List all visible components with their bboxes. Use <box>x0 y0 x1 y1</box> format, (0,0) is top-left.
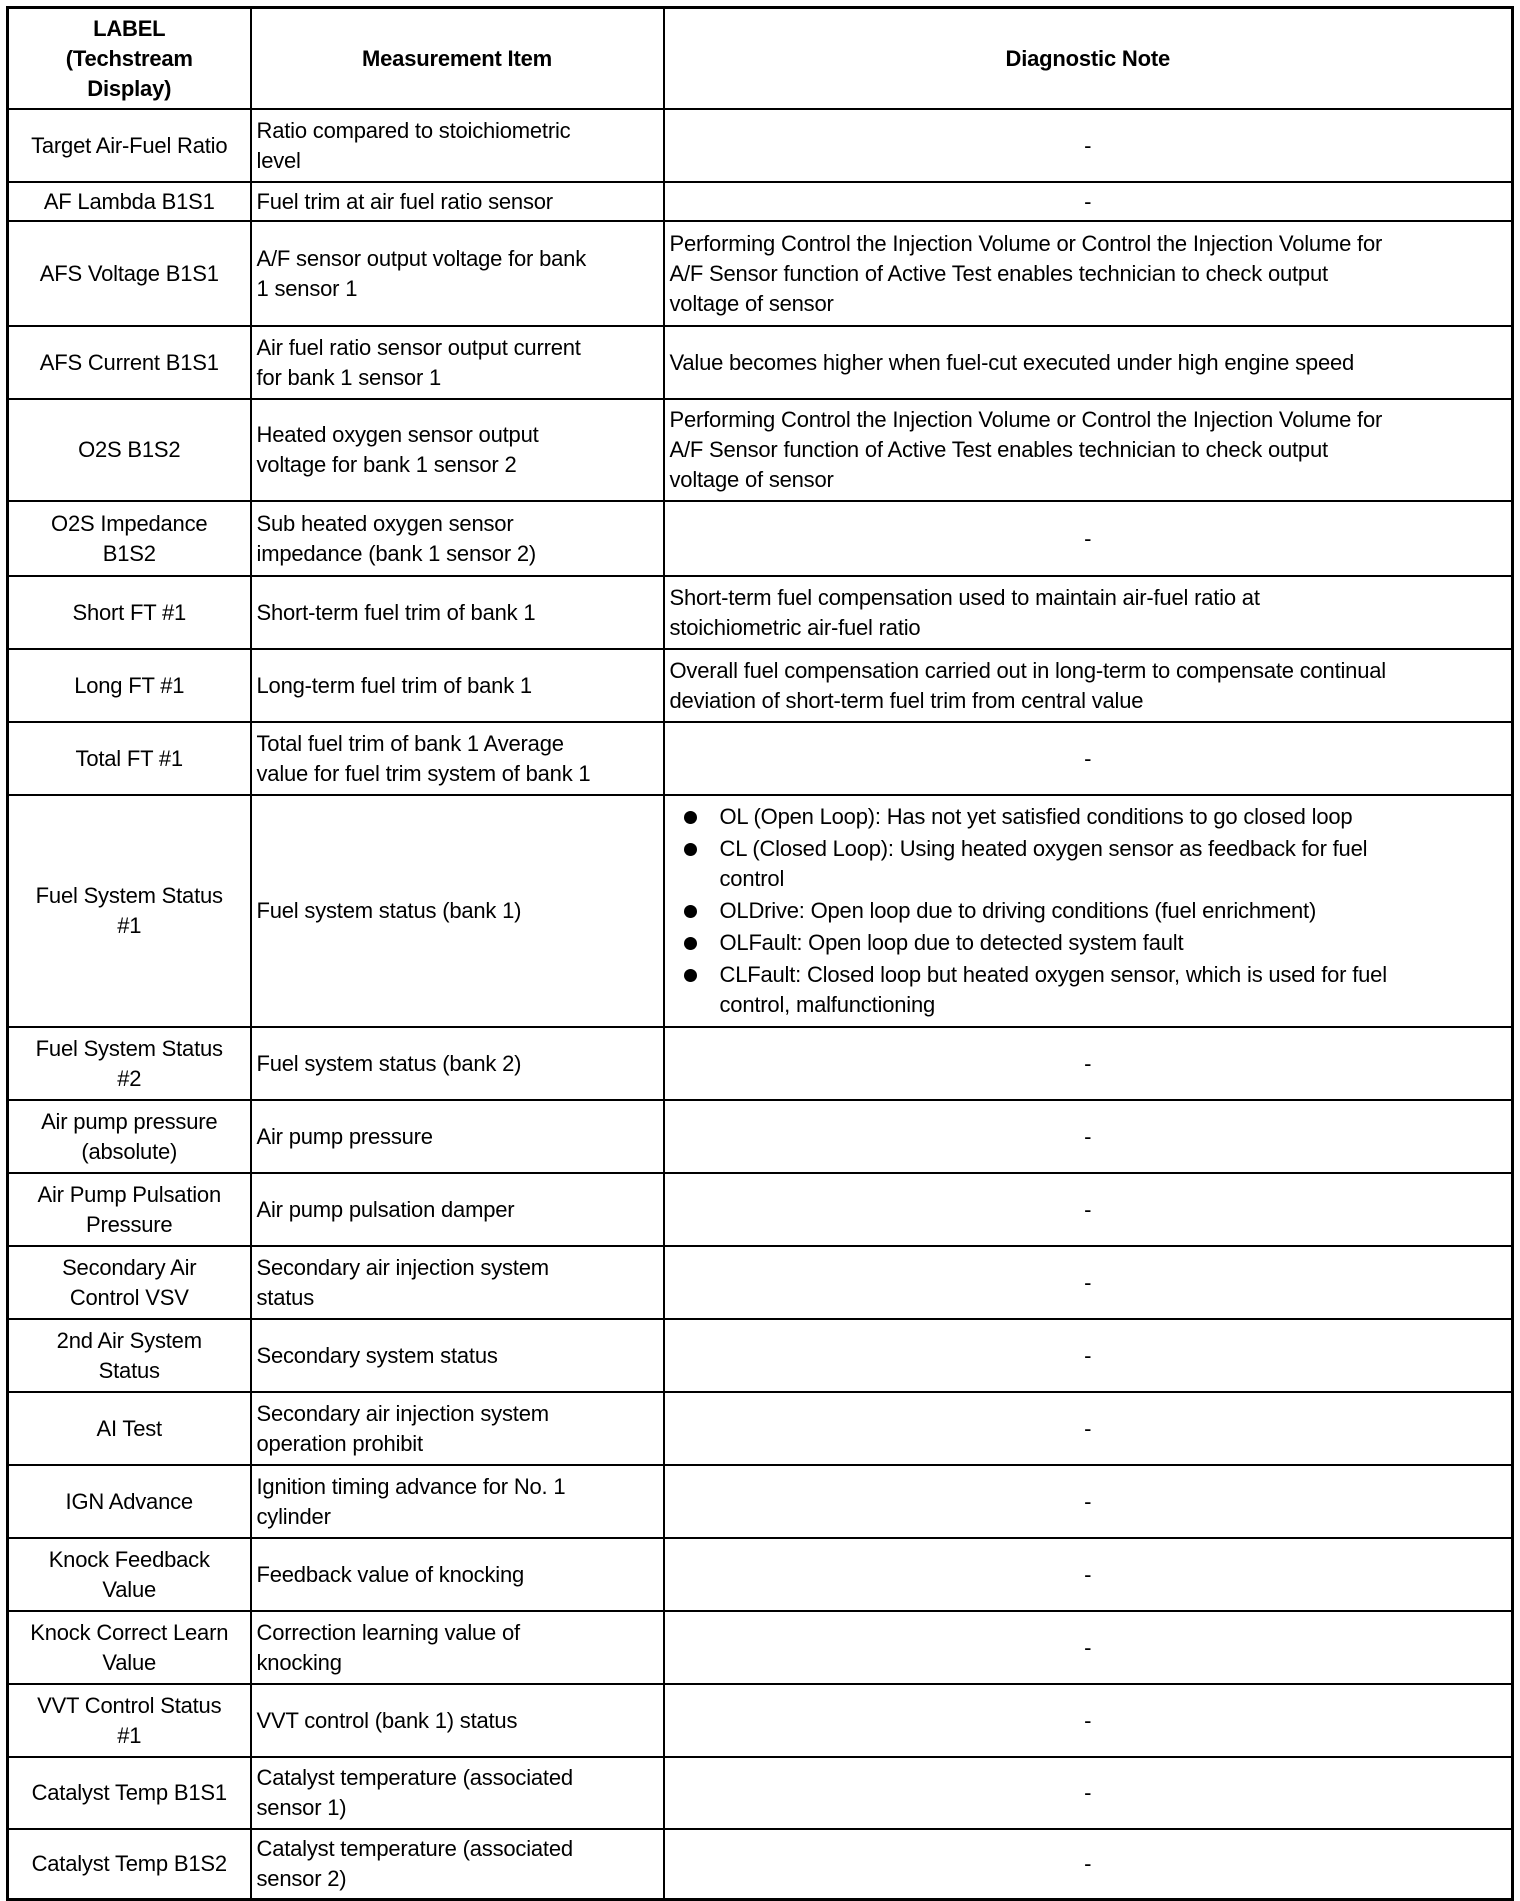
text-line: - <box>1084 745 1092 771</box>
diagnostic-note-cell <box>664 1757 1513 1829</box>
text-line: OL (Open Loop): Has not yet satisfied conditions to go closed loop <box>719 804 1353 829</box>
text-line: - <box>1084 1415 1092 1441</box>
text-line: Control VSV <box>69 1284 189 1310</box>
measurement-item-cell <box>251 501 664 576</box>
text-line: Short-term fuel compensation used to maintain air-fuel ratio at <box>669 584 1260 610</box>
diagnostic-note-cell <box>664 1100 1513 1173</box>
measurement-item-cell <box>251 1538 664 1611</box>
diagnostic-note-cell <box>664 182 1513 221</box>
text-line: 2nd Air System <box>56 1327 202 1353</box>
text-line: cylinder <box>256 1503 331 1529</box>
text-line: control <box>719 866 785 891</box>
text-line: Long-term fuel trim of bank 1 <box>256 672 532 698</box>
text-line: (absolute) <box>81 1138 178 1164</box>
measurement-item-cell <box>251 109 664 182</box>
diagnostic-note-cell <box>664 576 1513 649</box>
data-list-table <box>6 6 1514 1901</box>
text-line: A/F Sensor function of Active Test enables technician to check output <box>669 437 1328 462</box>
bullet-icon <box>684 843 697 856</box>
label-cell <box>8 109 251 182</box>
bullet-icon <box>684 937 697 950</box>
measurement-item-cell <box>251 1100 664 1173</box>
diagnostic-note-cell <box>664 1392 1513 1465</box>
status-list <box>670 802 1507 1020</box>
text-line: VVT Control Status <box>37 1692 222 1718</box>
text-line: B1S2 <box>102 540 156 566</box>
text-line: OLDrive: Open loop due to driving conditions (fuel enrichment) <box>719 898 1317 923</box>
measurement-item-cell <box>251 1684 664 1757</box>
text-line: operation prohibit <box>256 1430 423 1456</box>
text-line: Total fuel trim of bank 1 Average <box>256 730 564 756</box>
text-line: Long FT #1 <box>74 672 185 698</box>
measurement-item-cell <box>251 795 664 1027</box>
label-cell <box>8 1246 251 1319</box>
text-line: - <box>1084 1780 1092 1805</box>
text-line: Display) <box>87 75 172 101</box>
text-line: - <box>1084 1488 1092 1514</box>
text-line: Catalyst temperature (associated <box>256 1835 573 1861</box>
text-line: Fuel trim at air fuel ratio sensor <box>256 188 553 214</box>
table-row <box>8 109 1513 182</box>
table-row <box>8 576 1513 649</box>
text-line: (Techstream <box>65 45 193 71</box>
table-row <box>8 649 1513 722</box>
text-line: Pressure <box>86 1211 173 1237</box>
text-line: Catalyst Temp B1S1 <box>31 1780 227 1805</box>
text-line: - <box>1084 1561 1092 1587</box>
diagnostic-note-cell <box>664 649 1513 722</box>
text-line: Diagnostic Note <box>1005 45 1170 71</box>
label-cell <box>8 1173 251 1246</box>
text-line: - <box>1084 1342 1092 1368</box>
text-line: - <box>1084 1269 1092 1295</box>
text-line: voltage of sensor <box>669 467 834 492</box>
text-line: Air pump pressure <box>256 1123 433 1149</box>
text-line: Measurement Item <box>362 45 552 71</box>
text-line: Fuel system status (bank 1) <box>256 898 522 923</box>
header-diagnostic-note <box>664 8 1513 110</box>
list-item <box>670 834 1507 894</box>
text-line: Overall fuel compensation carried out in long-term to compensate continual <box>669 657 1386 683</box>
list-item <box>670 896 1507 926</box>
text-line: Heated oxygen sensor output <box>256 422 539 447</box>
table-row <box>8 399 1513 501</box>
text-line: #1 <box>117 1722 142 1748</box>
text-line: level <box>256 147 301 173</box>
text-line: #1 <box>117 913 142 938</box>
text-line: Performing Control the Injection Volume or Control the Injection Volume for <box>669 230 1383 256</box>
measurement-item-cell <box>251 1611 664 1684</box>
text-line: Air fuel ratio sensor output current <box>256 334 581 360</box>
label-cell <box>8 1684 251 1757</box>
text-line: Fuel System Status <box>35 1035 223 1061</box>
text-line: AF Lambda B1S1 <box>43 188 215 214</box>
bullet-icon <box>684 969 697 982</box>
measurement-item-cell <box>251 1173 664 1246</box>
text-line: Total FT #1 <box>75 745 183 771</box>
text-line: Secondary system status <box>256 1342 498 1368</box>
label-cell <box>8 1319 251 1392</box>
measurement-item-cell <box>251 1829 664 1899</box>
text-line: Air pump pulsation damper <box>256 1196 515 1222</box>
measurement-item-cell <box>251 1392 664 1465</box>
text-line: A/F sensor output voltage for bank <box>256 245 587 271</box>
text-line: - <box>1084 1707 1092 1733</box>
text-line: - <box>1084 1050 1092 1076</box>
text-line: Short FT #1 <box>72 599 187 625</box>
label-cell <box>8 1538 251 1611</box>
text-line: stoichiometric air-fuel ratio <box>669 614 921 640</box>
text-line: - <box>1084 525 1092 551</box>
diagnostic-note-cell <box>664 221 1513 326</box>
diagnostic-note-cell <box>664 1829 1513 1899</box>
text-line: Catalyst temperature (associated <box>256 1765 573 1790</box>
text-line: - <box>1084 1850 1092 1876</box>
text-line: - <box>1084 132 1092 158</box>
table-row <box>8 221 1513 326</box>
text-line: Knock Feedback <box>48 1546 210 1572</box>
text-line: voltage for bank 1 sensor 2 <box>256 452 517 477</box>
text-line: status <box>256 1284 314 1310</box>
text-line: Correction learning value of <box>256 1619 520 1645</box>
measurement-item-cell <box>251 1319 664 1392</box>
table-row <box>8 1100 1513 1173</box>
table-row <box>8 1684 1513 1757</box>
text-line: Target Air-Fuel Ratio <box>31 132 228 158</box>
label-cell <box>8 1392 251 1465</box>
label-cell <box>8 576 251 649</box>
label-cell <box>8 1100 251 1173</box>
diagnostic-note-cell <box>664 501 1513 576</box>
text-line: 1 sensor 1 <box>256 275 358 301</box>
text-line: #2 <box>117 1065 142 1091</box>
text-line: for bank 1 sensor 1 <box>256 364 442 390</box>
text-line: Feedback value of knocking <box>256 1561 525 1587</box>
text-line: Secondary Air <box>62 1254 197 1280</box>
text-line: CL (Closed Loop): Using heated oxygen sensor as feedback for fuel <box>719 836 1368 861</box>
diagnostic-note-cell <box>664 1027 1513 1100</box>
measurement-item-cell <box>251 399 664 501</box>
text-line: Value <box>102 1576 157 1602</box>
label-cell <box>8 501 251 576</box>
diagnostic-note-cell <box>664 1538 1513 1611</box>
table-row <box>8 1829 1513 1899</box>
text-line: VVT control (bank 1) status <box>256 1707 518 1733</box>
text-line: AFS Current B1S1 <box>39 349 219 375</box>
text-line: O2S Impedance <box>51 510 208 536</box>
text-line: Value becomes higher when fuel-cut executed under high engine speed <box>669 349 1355 375</box>
measurement-item-cell <box>251 221 664 326</box>
text-line: deviation of short-term fuel trim from central value <box>669 687 1144 713</box>
text-line: AI Test <box>96 1415 162 1441</box>
table-row <box>8 1465 1513 1538</box>
text-line: - <box>1084 1634 1092 1660</box>
text-line: control, malfunctioning <box>719 992 936 1017</box>
table-row <box>8 1538 1513 1611</box>
text-line: - <box>1084 188 1092 214</box>
table-row <box>8 501 1513 576</box>
measurement-item-cell <box>251 1757 664 1829</box>
table-row <box>8 1173 1513 1246</box>
label-cell <box>8 1027 251 1100</box>
text-line: LABEL <box>93 15 166 41</box>
table-row <box>8 1611 1513 1684</box>
table-header-row <box>8 8 1513 110</box>
measurement-item-cell <box>251 1246 664 1319</box>
text-line: knocking <box>256 1649 342 1675</box>
text-line: sensor 1) <box>256 1795 347 1820</box>
measurement-item-cell <box>251 649 664 722</box>
label-cell <box>8 1829 251 1899</box>
text-line: - <box>1084 1123 1092 1149</box>
text-line: Ignition timing advance for No. 1 <box>256 1473 566 1499</box>
diagnostic-note-cell <box>664 1684 1513 1757</box>
text-line: Short-term fuel trim of bank 1 <box>256 599 536 625</box>
text-line: A/F Sensor function of Active Test enables technician to check output <box>669 260 1328 286</box>
label-cell <box>8 399 251 501</box>
text-line: voltage of sensor <box>669 290 834 316</box>
header-label <box>8 8 251 110</box>
text-line: Fuel system status (bank 2) <box>256 1050 522 1076</box>
diagnostic-note-cell <box>664 1246 1513 1319</box>
diagnostic-note-cell <box>664 1611 1513 1684</box>
measurement-item-cell <box>251 326 664 399</box>
list-item <box>670 960 1507 1020</box>
text-line: AFS Voltage B1S1 <box>39 260 219 286</box>
table-row <box>8 795 1513 1027</box>
text-line: value for fuel trim system of bank 1 <box>256 760 591 786</box>
text-line: - <box>1084 1196 1092 1222</box>
text-line: OLFault: Open loop due to detected system fault <box>719 930 1184 955</box>
header-measurement-item <box>251 8 664 110</box>
table-row <box>8 1027 1513 1100</box>
text-line: IGN Advance <box>65 1488 193 1514</box>
text-line: impedance (bank 1 sensor 2) <box>256 540 537 566</box>
table-row <box>8 1246 1513 1319</box>
text-line: sensor 2) <box>256 1865 347 1891</box>
diagnostic-note-cell <box>664 1173 1513 1246</box>
list-item <box>670 928 1507 958</box>
label-cell <box>8 326 251 399</box>
text-line: Value <box>102 1649 157 1675</box>
text-line: Fuel System Status <box>35 883 223 908</box>
label-cell <box>8 722 251 795</box>
text-line: Sub heated oxygen sensor <box>256 510 514 536</box>
text-line: Status <box>98 1357 160 1383</box>
table-row <box>8 1757 1513 1829</box>
measurement-item-cell <box>251 722 664 795</box>
label-cell <box>8 1465 251 1538</box>
text-line: Air pump pressure <box>41 1108 218 1134</box>
measurement-item-cell <box>251 1027 664 1100</box>
text-line: Secondary air injection system <box>256 1400 549 1426</box>
diagnostic-note-cell <box>664 109 1513 182</box>
text-line: Air Pump Pulsation <box>37 1181 221 1207</box>
bullet-icon <box>684 905 697 918</box>
text-line: CLFault: Closed loop but heated oxygen sensor, which is used for fuel <box>719 962 1387 987</box>
label-cell <box>8 795 251 1027</box>
text-line: Ratio compared to stoichiometric <box>256 117 571 143</box>
label-cell <box>8 221 251 326</box>
diagnostic-note-cell <box>664 1465 1513 1538</box>
table-row <box>8 326 1513 399</box>
text-line: Secondary air injection system <box>256 1254 549 1280</box>
text-line: O2S B1S2 <box>78 437 181 462</box>
table-row <box>8 1392 1513 1465</box>
diagnostic-note-cell <box>664 722 1513 795</box>
diagnostic-note-cell <box>664 795 1513 1027</box>
label-cell <box>8 182 251 221</box>
table-row <box>8 1319 1513 1392</box>
label-cell <box>8 649 251 722</box>
label-cell <box>8 1611 251 1684</box>
measurement-item-cell <box>251 182 664 221</box>
diagnostic-note-cell <box>664 1319 1513 1392</box>
text-line: Knock Correct Learn <box>30 1619 229 1645</box>
text-line: Catalyst Temp B1S2 <box>31 1850 227 1876</box>
diagnostic-note-cell <box>664 326 1513 399</box>
measurement-item-cell <box>251 576 664 649</box>
label-cell <box>8 1757 251 1829</box>
bullet-icon <box>684 811 697 824</box>
measurement-item-cell <box>251 1465 664 1538</box>
list-item <box>670 802 1507 832</box>
text-line: Performing Control the Injection Volume or Control the Injection Volume for <box>669 407 1383 432</box>
diagnostic-note-cell <box>664 399 1513 501</box>
table-row <box>8 722 1513 795</box>
table-row <box>8 182 1513 221</box>
